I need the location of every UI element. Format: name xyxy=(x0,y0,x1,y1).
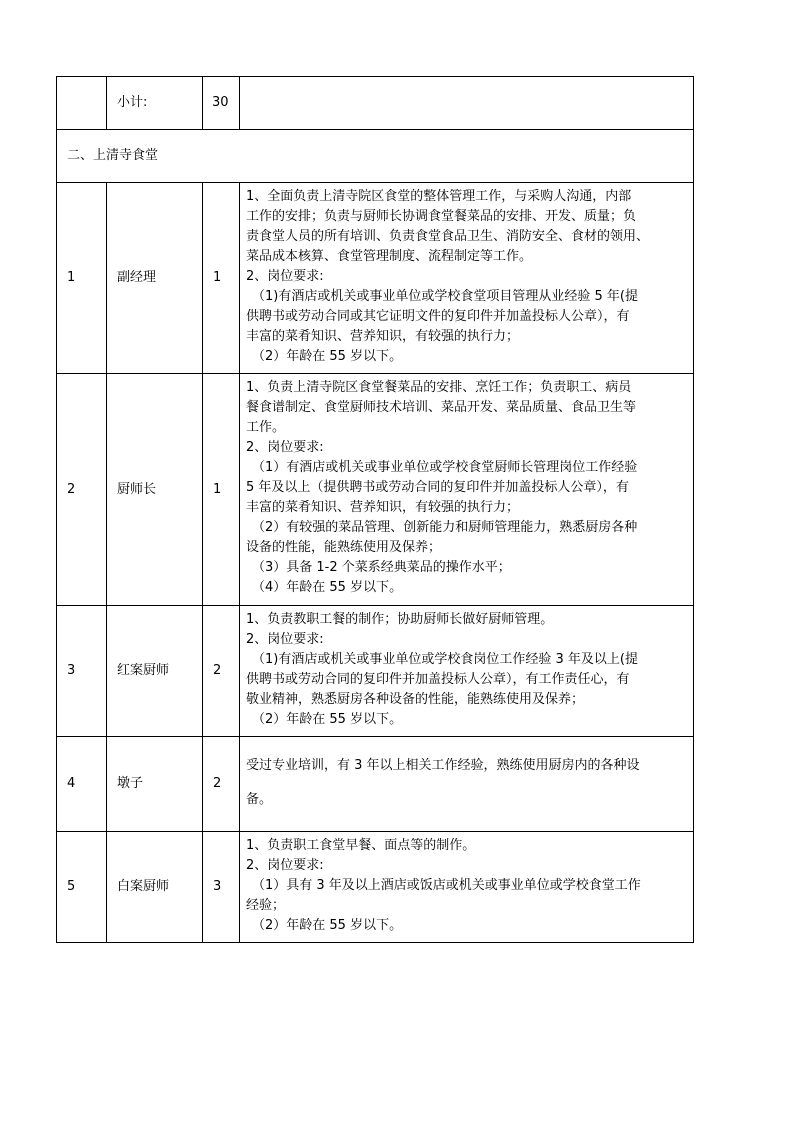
position-description xyxy=(240,606,694,737)
table-row xyxy=(57,183,694,374)
position-description xyxy=(240,832,694,943)
position-description xyxy=(240,374,694,606)
description-line: 供聘书或劳动合同或其它证明文件的复印件并加盖投标人公章），有 xyxy=(246,309,630,324)
position-name: 副经理 xyxy=(107,183,203,374)
position-name: 厨师长 xyxy=(107,374,203,606)
description-line: 工作的安排；负责与厨师长协调食堂餐菜品的安排、开发、质量；负 xyxy=(246,209,637,224)
table-row xyxy=(57,737,694,832)
description-line: 受过专业培训，有 3 年以上相关工作经验，熟练使用厨房内的各种设 xyxy=(246,758,640,773)
description-line: 敬业精神，熟悉厨房各种设备的性能，能熟练使用及保养； xyxy=(246,692,585,707)
staffing-table xyxy=(56,76,694,943)
description-line: 备。 xyxy=(246,792,273,807)
description-line: 5 年及以上（提供聘书或劳动合同的复印件并加盖投标人公章），有 xyxy=(246,480,629,495)
description-line: 1、负责教职工餐的制作；协助厨师长做好厨师管理。 xyxy=(246,612,554,627)
description-line: 丰富的菜肴知识、营养知识，有较强的执行力； xyxy=(246,329,520,344)
description-line: 工作。 xyxy=(246,420,286,435)
headcount: 1 xyxy=(203,374,240,606)
description-line: 1、负责职工食堂早餐、面点等的制作。 xyxy=(246,838,476,853)
description-line: （2）年龄在 55 岁以下。 xyxy=(252,349,403,364)
description-line: （2）年龄在 55 岁以下。 xyxy=(252,712,403,727)
row-number: 3 xyxy=(57,606,107,737)
description-line: 1、负责上清寺院区食堂餐菜品的安排、烹饪工作；负责职工、病员 xyxy=(246,380,632,395)
headcount: 1 xyxy=(203,183,240,374)
position-description xyxy=(240,737,694,832)
description-line: 2、岗位要求: xyxy=(246,269,324,284)
description-line: （1)有酒店或机关或事业单位或学校食堂项目管理从业经验 5 年(提 xyxy=(252,289,638,304)
description-line: 责食堂人员的所有培训、负责食堂食品卫生、消防安全、食材的领用、 xyxy=(246,229,650,244)
subtotal-no-cell xyxy=(57,77,107,130)
description-line: （2）有较强的菜品管理、创新能力和厨师管理能力，熟悉厨房各种 xyxy=(252,520,638,535)
description-line: 设备的性能，能熟练使用及保养； xyxy=(246,540,442,555)
description-line: （3）具备 1-2 个菜系经典菜品的操作水平； xyxy=(252,560,511,575)
description-line: （1）有酒店或机关或事业单位或学校食堂厨师长管理岗位工作经验 xyxy=(252,460,638,475)
description-line: 1、全面负责上清寺院区食堂的整体管理工作，与采购人沟通，内部 xyxy=(246,189,632,204)
table-row xyxy=(57,832,694,943)
position-name: 红案厨师 xyxy=(107,606,203,737)
description-line: 2、岗位要求: xyxy=(246,632,324,647)
subtotal-empty-cell xyxy=(240,77,694,130)
row-number: 2 xyxy=(57,374,107,606)
description-line: 餐食谱制定、食堂厨师技术培训、菜品开发、菜品质量、食品卫生等 xyxy=(246,400,637,415)
row-number: 1 xyxy=(57,183,107,374)
description-line: （1)有酒店或机关或事业单位或学校食岗位工作经验 3 年及以上(提 xyxy=(252,652,638,667)
description-line: 2、岗位要求: xyxy=(246,440,324,455)
row-number: 4 xyxy=(57,737,107,832)
description-line: 丰富的菜肴知识、营养知识，有较强的执行力； xyxy=(246,500,520,515)
position-name: 白案厨师 xyxy=(107,832,203,943)
section-row xyxy=(57,130,694,183)
description-line: （4）年龄在 55 岁以下。 xyxy=(252,580,403,595)
staffing-table-page xyxy=(56,76,693,943)
position-name: 墩子 xyxy=(107,737,203,832)
headcount: 3 xyxy=(203,832,240,943)
description-line: 2、岗位要求: xyxy=(246,858,324,873)
subtotal-row xyxy=(57,77,694,130)
description-line: 菜品成本核算、食堂管理制度、流程制定等工作。 xyxy=(246,249,533,264)
description-line: （2）年龄在 55 岁以下。 xyxy=(252,918,403,933)
subtotal-label: 小计: xyxy=(107,77,203,130)
section-title: 二、上清寺食堂 xyxy=(57,130,694,183)
position-description xyxy=(240,183,694,374)
headcount: 2 xyxy=(203,606,240,737)
row-number: 5 xyxy=(57,832,107,943)
description-line: 供聘书或劳动合同的复印件并加盖投标人公章），有工作责任心，有 xyxy=(246,672,630,687)
description-line: （1）具有 3 年及以上酒店或饭店或机关或事业单位或学校食堂工作 xyxy=(252,878,641,893)
table-row xyxy=(57,606,694,737)
subtotal-value: 30 xyxy=(203,77,240,130)
description-line: 经验； xyxy=(246,898,286,913)
table-row xyxy=(57,374,694,606)
headcount: 2 xyxy=(203,737,240,832)
